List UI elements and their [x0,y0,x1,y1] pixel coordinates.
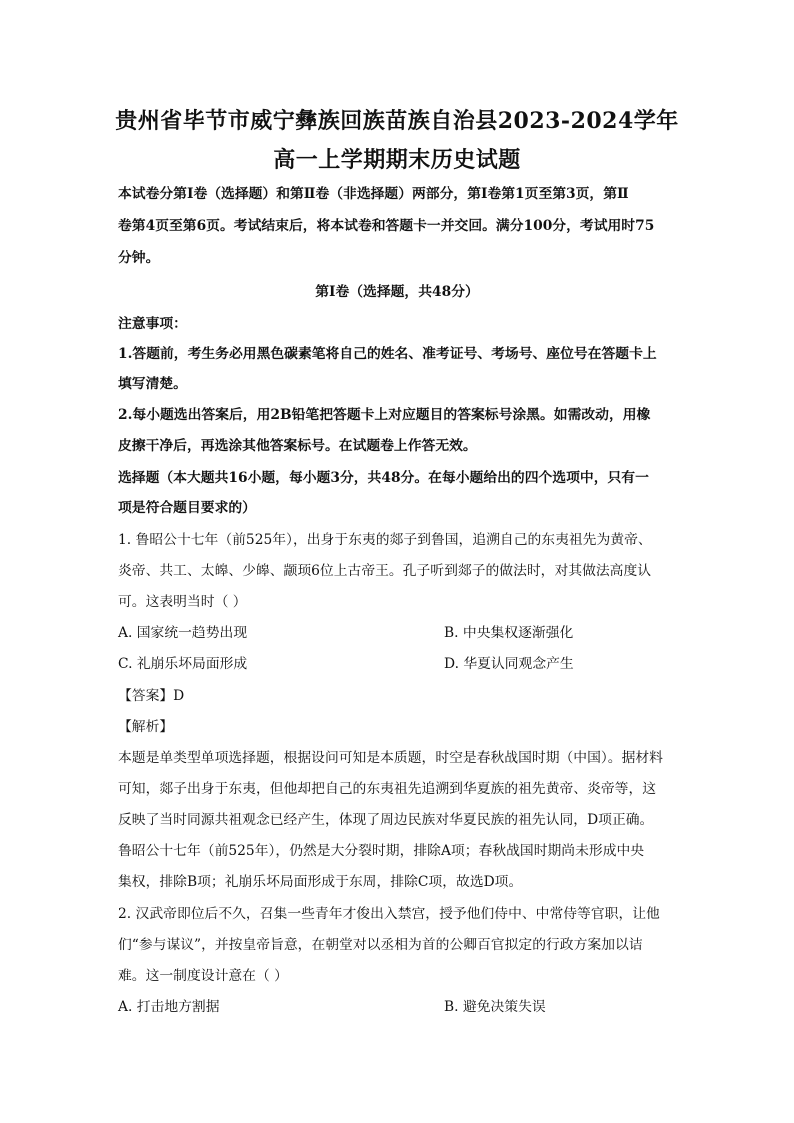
q1-analysis-line-2: 可知，郯子出身于东夷，但他却把自己的东夷祖先追溯到华夏族的祖先黄帝、炎帝等，这 [118,781,657,797]
q2-option-a: A. 打击地方割据 [118,999,220,1015]
intro-line-1: 本试卷分第Ⅰ卷（选择题）和第Ⅱ卷（非选择题）两部分，第Ⅰ卷第1页至第3页，第Ⅱ [118,186,629,202]
intro-line-3: 分钟。 [118,250,160,266]
exam-title-line2: 高一上学期期末历史试题 [273,147,521,173]
intro-line-2: 卷第4页至第6页。考试结束后，将本试卷和答题卡一并交回。满分100分，考试用时75 [118,218,655,234]
notes-heading: 注意事项： [118,316,187,332]
q1-analysis-line-4: 鲁昭公十七年（前525年），仍然是大分裂时期，排除A项；春秋战国时期尚未形成中央 [118,843,645,859]
q2-stem-line-3: 难。这一制度设计意在（ ） [118,968,288,984]
note-2-line-1: 2.每小题选出答案后，用2B铅笔把答题卡上对应题目的答案标号涂黑。如需改动，用橡 [118,407,651,423]
note-1-line-1: 1.答题前，考生务必用黑色碳素笔将自己的姓名、准考证号、考场号、座位号在答题卡上 [118,346,657,362]
note-1-line-2: 填写清楚。 [118,376,187,392]
q1-option-c: C. 礼崩乐坏局面形成 [118,656,248,672]
q1-analysis-line-5: 集权，排除B项；礼崩乐坏局面形成于东周，排除C项，故选D项。 [118,874,523,890]
q2-option-b: B. 避免决策失误 [444,999,546,1015]
exam-title-line1: 贵州省毕节市威宁彝族回族苗族自治县2023-2024学年 [115,108,679,134]
q1-analysis-line-3: 反映了当时同源共祖观念已经产生，体现了周边民族对华夏民族的祖先认同，D项正确。 [118,812,654,828]
q1-option-b: B. 中央集权逐渐强化 [444,625,574,641]
q1-analysis-label: 【解析】 [118,719,174,735]
q1-stem-line-2: 炎帝、共工、太皞、少皞、颛顼6位上古帝王。孔子听到郯子的做法时，对其做法高度认 [118,563,652,579]
q2-stem-line-2: 们“参与谋议”，并按皇帝旨意，在朝堂对以丞相为首的公卿百官拟定的行政方案加以诘 [118,937,643,953]
q1-analysis-line-1: 本题是单类型单项选择题，根据设问可知是本质题，时空是春秋战国时期（中国）。据材料 [118,750,663,766]
q2-stem-line-1: 2. 汉武帝即位后不久，召集一些青年才俊出入禁宫，授予他们侍中、中常侍等官职，让他 [118,906,660,922]
note-2-line-2: 皮擦干净后，再选涂其他答案标号。在试题卷上作答无效。 [118,438,477,454]
section-title: 第Ⅰ卷（选择题，共48分） [315,284,479,300]
q1-option-a: A. 国家统一趋势出现 [118,625,248,641]
q1-option-d: D. 华夏认同观念产生 [444,656,574,672]
choice-intro-line-1: 选择题（本大题共16小题，每小题3分，共48分。在每小题给出的四个选项中，只有一 [118,470,649,486]
q1-answer: 【答案】D [118,688,185,704]
choice-intro-line-2: 项是符合题目要求的） [118,500,256,516]
q1-stem-line-3: 可。这表明当时（ ） [118,594,247,610]
q1-stem-line-1: 1. 鲁昭公十七年（前525年），出身于东夷的郯子到鲁国，追溯自己的东夷祖先为黄帝、 [118,532,652,548]
